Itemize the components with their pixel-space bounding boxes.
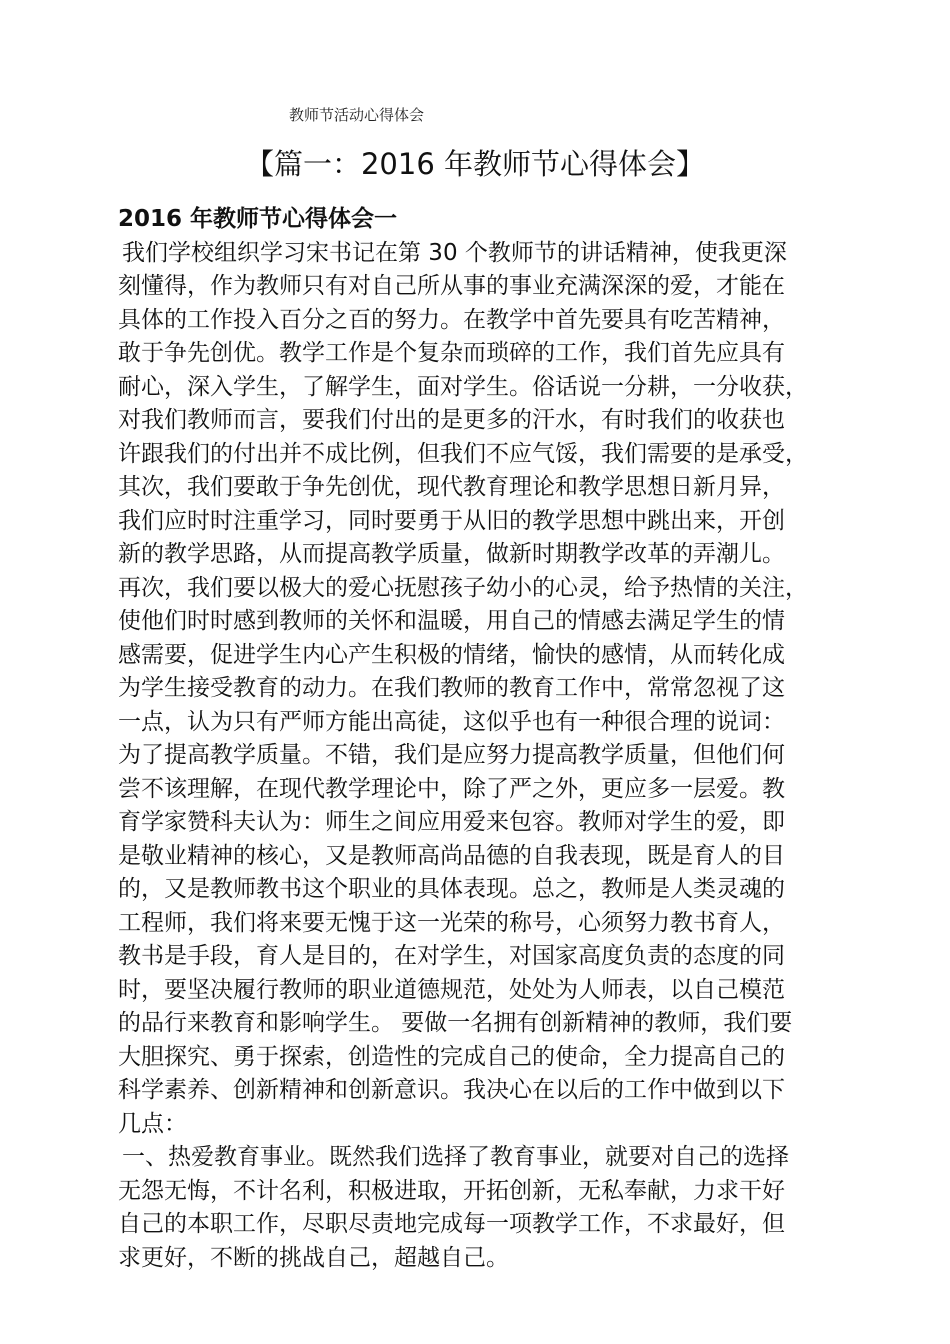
paragraph-line: 再次，我们要以极大的爱心抚慰孩子幼小的心灵，给予热情的关注，	[118, 574, 808, 601]
paragraph-line: 其次，我们要敢于争先创优，现代教育理论和教学思想日新月异，	[118, 474, 785, 500]
paragraph-line: 几点：	[118, 1110, 187, 1137]
paragraph-line: 是敬业精神的核心，又是教师高尚品德的自我表现，既是育人的目	[118, 842, 785, 869]
paragraph-line: 尝不该理解，在现代教学理论中，除了严之外，更应多一层爱。教	[118, 775, 785, 802]
paragraph-line: 耐心，深入学生，了解学生，面对学生。俗话说一分耕，一分收获，	[118, 373, 808, 400]
point-line-first: 一、热爱教育事业。既然我们选择了教育事业，就要对自己的选择	[122, 1144, 789, 1170]
paragraph-line: 对我们教师而言，要我们付出的是更多的汗水，有时我们的收获也	[118, 407, 785, 433]
running-header: 教师节活动心得体会	[289, 106, 425, 124]
paragraph-line: 为学生接受教育的动力。在我们教师的教育工作中，常常忽视了这	[118, 675, 785, 701]
paragraph-line: 新的教学思路，从而提高教学质量，做新时期教学改革的弄潮儿。	[118, 541, 785, 567]
paragraph-line: 许跟我们的付出并不成比例，但我们不应气馁，我们需要的是承受，	[118, 440, 808, 467]
paragraph-line: 敢于争先创优。教学工作是个复杂而琐碎的工作，我们首先应具有	[118, 340, 785, 366]
paragraph-line: 我们应时时注重学习，同时要勇于从旧的教学思想中跳出来，开创	[118, 507, 785, 534]
paragraph-line: 大胆探究、勇于探索，创造性的完成自己的使命，全力提高自己的	[118, 1043, 785, 1070]
paragraph-line: 教书是手段，育人是目的，在对学生，对国家高度负责的态度的同	[118, 943, 785, 969]
section-heading: 2016 年教师节心得体会一	[118, 206, 398, 232]
point-line: 求更好，不断的挑战自己，超越自己。	[118, 1244, 509, 1271]
paragraph-line: 感需要，促进学生内心产生积极的情绪，愉快的感情，从而转化成	[118, 641, 785, 668]
paragraph-line: 一点，认为只有严师方能出高徒，这似乎也有一种很合理的说词：	[118, 708, 785, 735]
paragraph-line: 具体的工作投入百分之百的努力。在教学中首先要具有吃苦精神，	[118, 306, 785, 333]
paragraph-line: 刻懂得，作为教师只有对自己所从事的事业充满深深的爱，才能在	[118, 273, 785, 299]
paragraph-line: 时，要坚决履行教师的职业道德规范，处处为人师表，以自己模范	[118, 976, 785, 1003]
point-line: 无怨无悔，不计名利，积极进取，开拓创新，无私奉献，力求干好	[118, 1177, 785, 1204]
paragraph-line: 为了提高教学质量。不错，我们是应努力提高教学质量，但他们何	[118, 742, 785, 768]
paragraph-line: 育学家赞科夫认为：师生之间应用爱来包容。教师对学生的爱，即	[118, 809, 785, 835]
paragraph-line-text: 我们学校组织学习宋书记在第 30 个教师节的讲话精神，使我更深	[122, 239, 787, 266]
paragraph-line: 工程师，我们将来要无愧于这一光荣的称号，心须努力教书育人，	[118, 909, 785, 936]
paragraph-line: 的，又是教师教书这个职业的具体表现。总之，教师是人类灵魂的	[118, 876, 785, 902]
paragraph-line: 的品行来教育和影响学生。 要做一名拥有创新精神的教师，我们要	[118, 1010, 793, 1036]
paragraph-line-first	[118, 237, 834, 271]
paragraph-line: 科学素养、创新精神和创新意识。我决心在以后的工作中做到以下	[118, 1077, 785, 1103]
point-line: 自己的本职工作，尽职尽责地完成每一项教学工作，不求最好，但	[118, 1211, 785, 1237]
document-body	[118, 203, 834, 1275]
document-title: 【篇一：2016 年教师节心得体会】	[244, 147, 706, 181]
paragraph-line: 使他们时时感到教师的关怀和温暖，用自己的情感去满足学生的情	[118, 608, 785, 634]
